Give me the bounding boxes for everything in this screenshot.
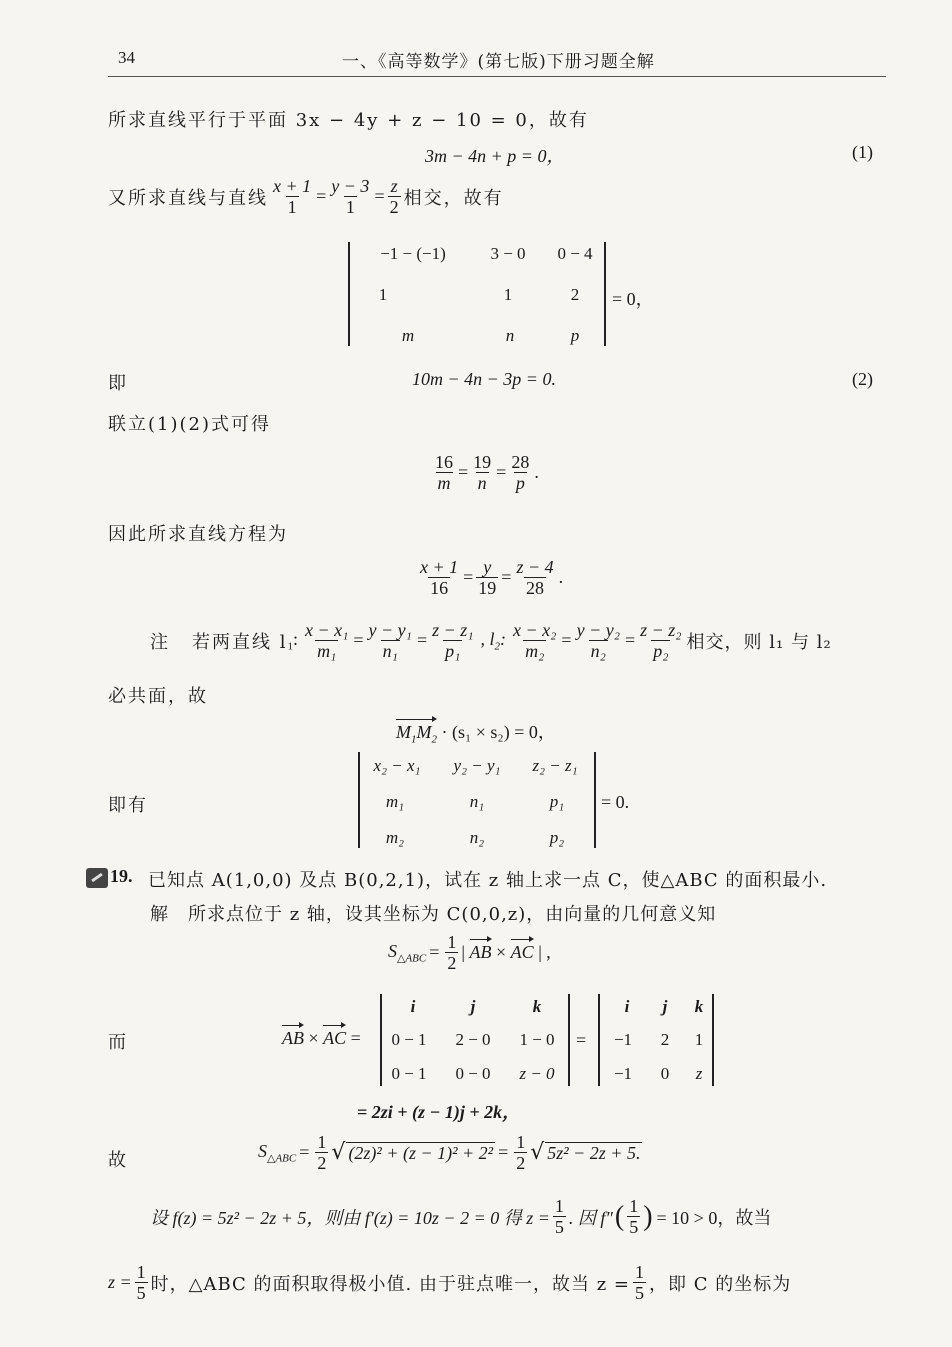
det-cell: 0 − 4 <box>557 244 593 263</box>
derivative-suffix: = 10 > 0，故当 <box>656 1207 772 1228</box>
determinant-bar-right <box>594 752 596 848</box>
det-cell: k <box>532 997 542 1016</box>
solution-label: 解 <box>150 904 170 925</box>
denominator: 1 <box>345 197 355 218</box>
equals-sign: = <box>496 462 507 483</box>
det-cell: −1 <box>613 1030 633 1049</box>
equals-sign: = <box>498 1142 509 1163</box>
numerator: 19 <box>473 452 492 472</box>
question-number: 19. <box>110 866 133 886</box>
er-label: 而 <box>108 1032 128 1053</box>
note-label: 注 <box>150 631 170 653</box>
det-cell: m₁ <box>385 792 405 811</box>
numerator: y − y₁ <box>368 620 412 640</box>
conclusion-prefix: z = <box>108 1272 132 1293</box>
fraction <box>514 1132 527 1173</box>
numerator: x + 1 <box>273 176 312 196</box>
note-prefix: 若两直线 l <box>192 631 288 653</box>
numerator: z <box>390 176 398 196</box>
radicand: (2z)² + (z − 1)² + 2² <box>348 1142 494 1163</box>
det-cell: n <box>505 326 515 345</box>
fraction <box>476 557 498 598</box>
vector-ac: AC <box>510 942 534 963</box>
numerator: 1 <box>635 1262 645 1282</box>
note-line <box>150 620 832 661</box>
equals-sign: = <box>416 630 428 651</box>
denominator: 2 <box>317 1153 327 1174</box>
fraction <box>575 620 622 661</box>
denominator: 2 <box>389 197 399 218</box>
equals-sign: = <box>501 567 512 588</box>
fraction <box>445 932 458 973</box>
cross-product-lhs: AB × AC = <box>282 1028 361 1048</box>
text-line-plane: 所求直线平行于平面 3x − 4y + z − 10 = 0，故有 <box>108 110 589 131</box>
det-cell: z − 0 <box>519 1064 555 1083</box>
jiyou-label: 即有 <box>108 795 148 816</box>
vector-ab: AB <box>469 942 492 963</box>
numerator: 1 <box>629 1196 639 1216</box>
equals-sign: = <box>463 567 474 588</box>
fraction <box>553 1196 566 1237</box>
fraction <box>509 452 531 493</box>
det-cell: z <box>695 1064 703 1083</box>
numerator: z − 4 <box>516 557 554 577</box>
det-cell: 0 <box>660 1064 670 1083</box>
area-symbol: $S_{\triangle ABC}$ <box>388 940 427 965</box>
det-cell: 0 − 1 <box>391 1064 427 1083</box>
equals-sign: = <box>576 1030 587 1050</box>
det-cell: m <box>401 326 415 345</box>
equals-sign: = <box>353 630 364 651</box>
fraction-z <box>388 176 401 217</box>
equals-sign: = <box>458 462 469 483</box>
equals-sign: = <box>429 942 440 963</box>
period: . <box>534 462 539 483</box>
numerator: 1 <box>136 1262 146 1282</box>
det-cell: p <box>570 326 580 345</box>
denominator: 2 <box>516 1153 526 1174</box>
denominator: 1 <box>287 197 297 218</box>
fraction <box>627 1196 640 1237</box>
equals-sign: = <box>561 630 572 651</box>
paren-left: ( <box>614 1200 625 1232</box>
dot-operator: · <box>441 722 452 742</box>
numerator: 1 <box>317 1132 327 1152</box>
det2-equals: = 0. <box>601 792 630 812</box>
fraction <box>511 620 558 661</box>
fraction <box>430 620 475 661</box>
denominator: 2 <box>447 953 457 974</box>
equation-tag-1: (1) <box>852 142 873 162</box>
equals-sign: = <box>624 630 636 651</box>
numerator: 1 <box>447 932 457 952</box>
area-result <box>258 1132 642 1173</box>
fraction <box>367 620 414 661</box>
det1-equals: = 0， <box>612 289 654 309</box>
denominator: 5 <box>136 1283 146 1304</box>
paren-right: ) <box>643 1200 653 1232</box>
mixed-product <box>396 718 556 746</box>
lianli-text: 联立(1)(2)式可得 <box>108 414 271 435</box>
numerator: z − z₂ <box>640 620 682 640</box>
numerator: y <box>483 557 492 577</box>
det-cell: 2 <box>570 285 580 304</box>
denominator: 5 <box>554 1217 564 1238</box>
area-symbol: $S_{\triangle ABC}$ <box>258 1140 297 1165</box>
gu-label: 故 <box>108 1150 128 1171</box>
equation-1: 3m − 4n + p = 0， <box>425 146 565 166</box>
det-cell: −1 − (−1) <box>380 244 446 263</box>
denominator: m₂ <box>525 641 545 662</box>
numerator: 1 <box>516 1132 526 1152</box>
conclusion-suffix: ，即 C 的坐标为 <box>649 1273 792 1295</box>
det-cell: i <box>624 997 630 1016</box>
numerator: 16 <box>435 452 453 472</box>
determinant-bar-left <box>358 752 360 848</box>
vector-m1m2: $M_1M_2$ <box>396 722 437 746</box>
denominator: 28 <box>526 578 545 599</box>
denominator: m <box>437 473 451 494</box>
conclusion-mid: 时，△ABC 的面积取得极小值. 由于驻点唯一，故当 z = <box>150 1273 631 1295</box>
det-cell: 3 − 0 <box>490 244 526 263</box>
conclusion-line <box>108 1262 791 1303</box>
exercise-marker-icon <box>86 868 108 888</box>
denominator: 16 <box>430 578 449 599</box>
det-cell: 0 − 1 <box>391 1030 427 1049</box>
numerator: 1 <box>554 1196 564 1216</box>
det-cell: x₂ − x₁ <box>373 756 421 775</box>
page-number: 34 <box>118 48 135 67</box>
final-line-equation <box>415 557 563 598</box>
denominator: 19 <box>478 578 497 599</box>
vector-ac: AC <box>323 1028 347 1048</box>
det-cell: n₁ <box>469 792 485 811</box>
bigong-text: 必共面，故 <box>108 686 208 707</box>
l2-label: , $l_2$: <box>480 628 507 653</box>
fraction <box>633 1262 646 1303</box>
intersect-prefix: 又所求直线与直线 <box>108 187 268 209</box>
numerator: x − x₂ <box>513 620 557 640</box>
equals-sign: = <box>374 186 385 207</box>
det-cell: 1 <box>694 1030 704 1049</box>
radical-sign: √ <box>530 1140 545 1166</box>
fraction-x <box>271 176 313 217</box>
fraction <box>433 452 455 493</box>
numerator: x − x₁ <box>305 620 349 640</box>
fraction <box>418 557 460 598</box>
header-rule <box>108 76 886 77</box>
derivative-mid: . 因 f″ <box>568 1207 613 1228</box>
yinci-text: 因此所求直线方程为 <box>108 524 288 545</box>
det-cell: p₂ <box>549 828 565 847</box>
det-cell: y₂ − y₁ <box>453 756 501 775</box>
equation-2: 10m − 4n − 3p = 0. <box>412 369 556 389</box>
radical-sign: √ <box>331 1140 346 1166</box>
det-cell: −1 <box>613 1064 633 1083</box>
numerator: y − 3 <box>331 176 370 196</box>
denominator: n <box>477 473 487 494</box>
denominator: 5 <box>635 1283 645 1304</box>
det-cell: m₂ <box>385 828 405 847</box>
ratio-equation <box>430 452 539 493</box>
det-cell: k <box>694 997 704 1016</box>
det-cell: p₁ <box>549 792 565 811</box>
text-line-intersect <box>108 176 504 217</box>
determinant-bar-right <box>568 994 570 1086</box>
question-text: 已知点 A(1,0,0) 及点 B(0,2,1)，试在 z 轴上求一点 C，使△ABC 的面积最小. <box>148 870 828 891</box>
numerator: y − y₂ <box>576 620 620 640</box>
fraction <box>303 620 350 661</box>
solution-text: 所求点位于 z 轴，设其坐标为 C(0,0,z)，由向量的几何意义知 <box>188 904 717 925</box>
det-cell: 1 <box>378 285 388 304</box>
denominator: 5 <box>629 1217 639 1238</box>
det-cell: 2 − 0 <box>455 1030 491 1049</box>
area-formula <box>388 932 551 973</box>
det-cell: z₂ − z₁ <box>532 756 578 775</box>
intersect-suffix: 相交，故有 <box>403 187 504 209</box>
equals-sign: = <box>299 1142 310 1163</box>
denominator: n₂ <box>590 641 606 662</box>
determinant-bar-left <box>598 994 600 1086</box>
derivative-prefix: 设 f(z) = 5z² − 2z + 5，则由 f′(z) = 10z − 2 = 0 得 z = <box>150 1207 550 1228</box>
fraction-y <box>329 176 371 217</box>
denominator: p <box>515 473 525 494</box>
equation-tag-2: (2) <box>852 369 873 389</box>
running-title: 一、《高等数学》(第七版)下册习题全解 <box>342 52 655 72</box>
denominator: n₁ <box>382 641 398 662</box>
denominator: p₂ <box>653 641 669 662</box>
det-cell: j <box>470 997 476 1016</box>
det-cell: 0 − 0 <box>455 1064 491 1083</box>
denominator: m₁ <box>317 641 337 662</box>
radicand: 5z² − 2z + 5. <box>547 1142 641 1163</box>
derivative-line <box>150 1196 771 1237</box>
fraction <box>638 620 683 661</box>
cross-product-result: = 2zi + (z − 1)j + 2k， <box>357 1102 521 1122</box>
note-suffix: 相交，则 l₁ 与 l₂ <box>686 631 832 653</box>
vector-ab: AB <box>282 1028 304 1048</box>
determinant-bar-left <box>380 994 382 1086</box>
det-cell: i <box>410 997 416 1016</box>
fraction <box>471 452 493 493</box>
det-cell: 2 <box>660 1030 670 1049</box>
cross-product-norm: | AB × AC | , <box>461 942 551 963</box>
ji-label: 即 <box>108 373 128 394</box>
fraction <box>135 1262 148 1303</box>
det-cell: n₂ <box>469 828 485 847</box>
det-cell: 1 <box>503 285 513 304</box>
numerator: z − z₁ <box>432 620 474 640</box>
equals-sign: = <box>316 186 327 207</box>
fraction <box>315 1132 328 1173</box>
mixed-rhs: (s₁ × s₂) = 0， <box>452 722 556 742</box>
determinant-bar-left <box>348 242 350 346</box>
numerator: x + 1 <box>420 557 459 577</box>
period: . <box>558 567 564 588</box>
denominator: p₁ <box>445 641 461 662</box>
det-cell: j <box>662 997 668 1016</box>
det-cell: 1 − 0 <box>519 1030 555 1049</box>
fraction <box>514 557 555 598</box>
numerator: 28 <box>511 452 530 472</box>
subscript-colon: $_1$: <box>287 628 298 653</box>
